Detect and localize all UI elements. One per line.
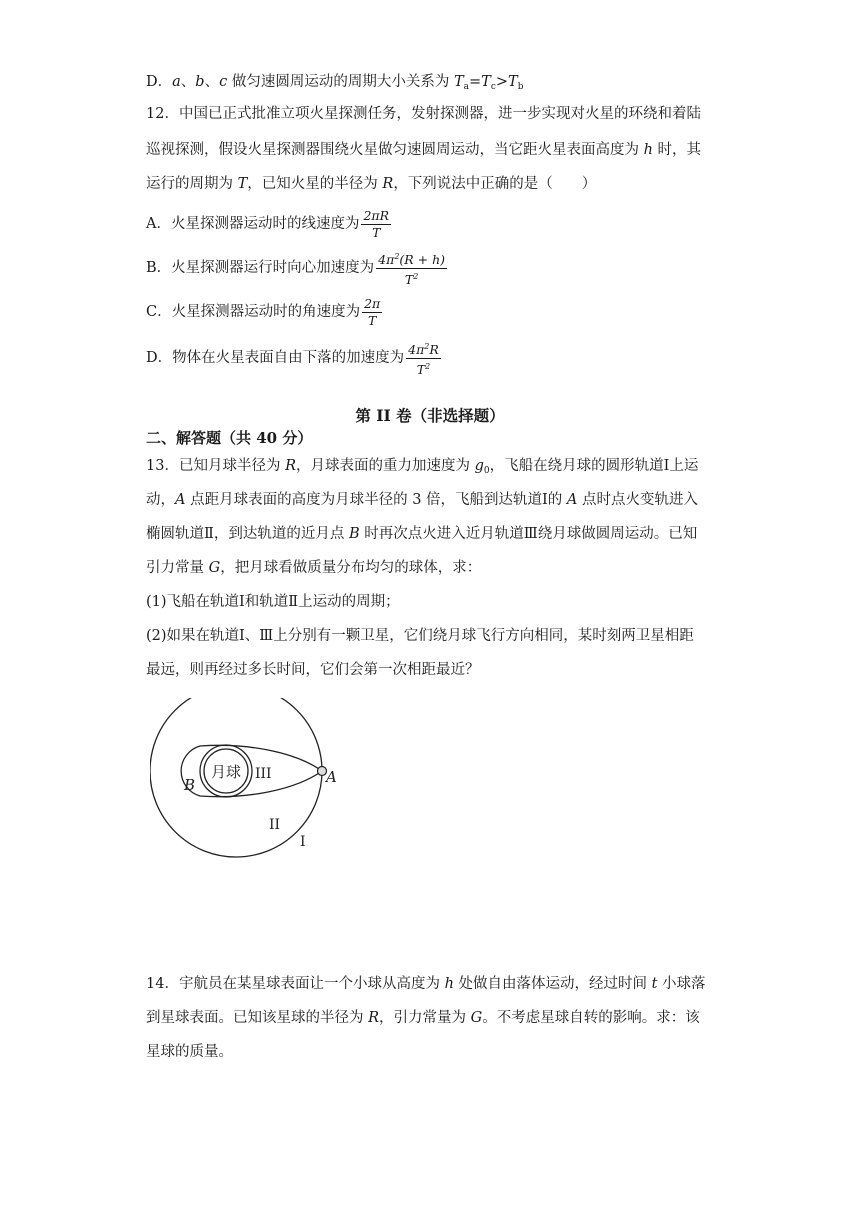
- point-B-label: B: [184, 776, 196, 794]
- q13-text: 点时点火变轨进入: [577, 492, 698, 508]
- num-part: 4π: [378, 251, 395, 267]
- var-B: B: [348, 526, 360, 542]
- q14-line-2: [146, 1008, 700, 1028]
- fraction: [362, 296, 382, 329]
- q12-text: 巡视探测，假设火星探测器围绕火星做匀速圆周运动，当它距火星表面高度为: [146, 142, 644, 158]
- exponent: 2: [425, 361, 431, 371]
- orbit-II-label: II: [269, 817, 281, 833]
- q13-line-4: [146, 558, 481, 578]
- var-b: b: [195, 74, 205, 90]
- var-t: t: [651, 976, 658, 992]
- den-part: T: [404, 271, 414, 287]
- q14-text: 14．宇航员在某星球表面让一个小球从高度为: [146, 976, 445, 992]
- q11-option-d: [146, 72, 523, 97]
- num-part: R: [429, 341, 439, 357]
- q13-text: 引力常量: [146, 560, 209, 576]
- q14-text: 小球落: [657, 976, 706, 992]
- option-text: D．物体在火星表面自由下落的加速度为: [146, 350, 405, 366]
- sub-b: b: [517, 82, 524, 92]
- q13-text: ，飞船在绕月球的圆形轨道Ⅰ上运: [489, 458, 699, 474]
- var-c: c: [219, 74, 228, 90]
- q12-line-3: [146, 174, 596, 194]
- q13-line-1: [146, 456, 698, 481]
- var-T: T: [481, 74, 491, 90]
- numerator: 2πR: [363, 207, 390, 223]
- var-A: A: [566, 492, 578, 508]
- section-heading: 二、解答题（共 40 分）: [146, 429, 313, 447]
- exponent: 2: [394, 251, 400, 261]
- den-part: T: [416, 361, 426, 377]
- q13-text: 点距月球表面的高度为月球半径的 3 倍，飞船到达轨道Ⅰ的: [185, 492, 567, 508]
- q14-text: ，引力常量为: [379, 1010, 471, 1026]
- q13-line-2: [146, 490, 698, 510]
- var-g: g: [474, 458, 484, 474]
- op: >: [495, 74, 509, 90]
- var-A: A: [175, 492, 186, 508]
- q14-line-1: [146, 974, 706, 994]
- q13-line-3: [146, 524, 697, 544]
- q14-text: 处做自由落体运动，经过时间: [453, 976, 652, 992]
- option-text: A．火星探测器运动时的线速度为: [146, 216, 360, 232]
- q12-line-1: 12．中国已正式批准立项火星探测任务，发射探测器，进一步实现对火星的环绕和着陆: [146, 106, 701, 122]
- point-A-label: A: [326, 768, 337, 786]
- numerator: [406, 339, 441, 359]
- moon-label: 月球: [210, 763, 242, 781]
- q14-text: 到星球表面。已知该星球的半径为: [146, 1010, 369, 1026]
- q14-line-3: 星球的质量。: [146, 1044, 233, 1060]
- num-part: (R + h): [399, 251, 446, 267]
- op: =: [468, 74, 482, 90]
- numerator: 2π: [364, 295, 381, 311]
- var-h: h: [444, 976, 454, 992]
- q13-text: 13．已知月球半径为: [146, 458, 286, 474]
- section-title: 第 II 卷（非选择题）: [355, 406, 505, 425]
- num-part: 4π: [408, 341, 425, 357]
- q13-text: ，月球表面的重力加速度为: [295, 458, 475, 474]
- q12-line-2: [146, 140, 701, 160]
- orbit-III-label: III: [255, 766, 272, 782]
- var-R: R: [285, 458, 296, 474]
- q12-option-c: [146, 292, 382, 332]
- q12-option-b: [146, 248, 447, 288]
- q12-text: ，下列说法中正确的是（ ）: [393, 176, 597, 192]
- var-a: a: [172, 74, 181, 90]
- denominator: [376, 269, 447, 288]
- q12-text: 时，其: [652, 142, 702, 158]
- q13-subquestion-2-cont: 最远，则再经过多长时间，它们会第一次相距最近？: [146, 662, 480, 678]
- q13-text: 椭圆轨道Ⅱ，到达轨道的近月点: [146, 526, 349, 542]
- q12-option-d: [146, 338, 441, 378]
- var-T: T: [453, 74, 464, 90]
- sub-c: c: [490, 82, 496, 92]
- q11-d-text: 做匀速圆周运动的周期大小关系为: [227, 74, 454, 90]
- q13-text: 动，: [146, 492, 175, 508]
- sep: 、: [204, 74, 220, 90]
- exponent: 2: [413, 271, 419, 281]
- sub-0: 0: [483, 466, 490, 476]
- var-T: T: [237, 176, 248, 192]
- orbit-I-label: I: [300, 834, 306, 850]
- q13-subquestion-2: (2)如果在轨道Ⅰ、Ⅲ上分别有一颗卫星，它们绕月球飞行方向相同，某时刻两卫星相距: [146, 628, 694, 644]
- var-h: h: [643, 142, 653, 158]
- q12-text: ，已知火星的半径为: [247, 176, 383, 192]
- orbit-diagram: [150, 698, 350, 858]
- option-text: B．火星探测器运行时向心加速度为: [146, 260, 375, 276]
- option-text: C．火星探测器运动时的角速度为: [146, 304, 361, 320]
- q13-text: 时再次点火进入近月轨道Ⅲ绕月球做圆周运动。已知: [359, 526, 698, 542]
- var-G: G: [470, 1010, 483, 1026]
- q13-subquestion-1: (1)飞船在轨道Ⅰ和轨道Ⅱ上运动的周期；: [146, 594, 400, 610]
- var-G: G: [208, 560, 221, 576]
- exponent: 2: [424, 341, 430, 351]
- q12-option-a: [146, 204, 391, 244]
- q13-text: ，把月球看做质量分布均匀的球体，求：: [220, 560, 482, 576]
- q11-d-label: D．: [146, 74, 173, 90]
- sub-a: a: [463, 82, 469, 92]
- q14-text: 。不考虑星球自转的影响。求：该: [482, 1010, 700, 1026]
- fraction: [406, 339, 441, 378]
- q12-text: 运行的周期为: [146, 176, 238, 192]
- denominator: [406, 359, 441, 378]
- var-T: T: [508, 74, 518, 90]
- denominator: T: [372, 224, 381, 240]
- fraction: [361, 208, 391, 241]
- denominator: T: [368, 312, 377, 328]
- var-R: R: [368, 1010, 380, 1026]
- sep: 、: [180, 74, 196, 90]
- var-R: R: [382, 176, 394, 192]
- numerator: [376, 249, 447, 269]
- fraction: [376, 249, 447, 288]
